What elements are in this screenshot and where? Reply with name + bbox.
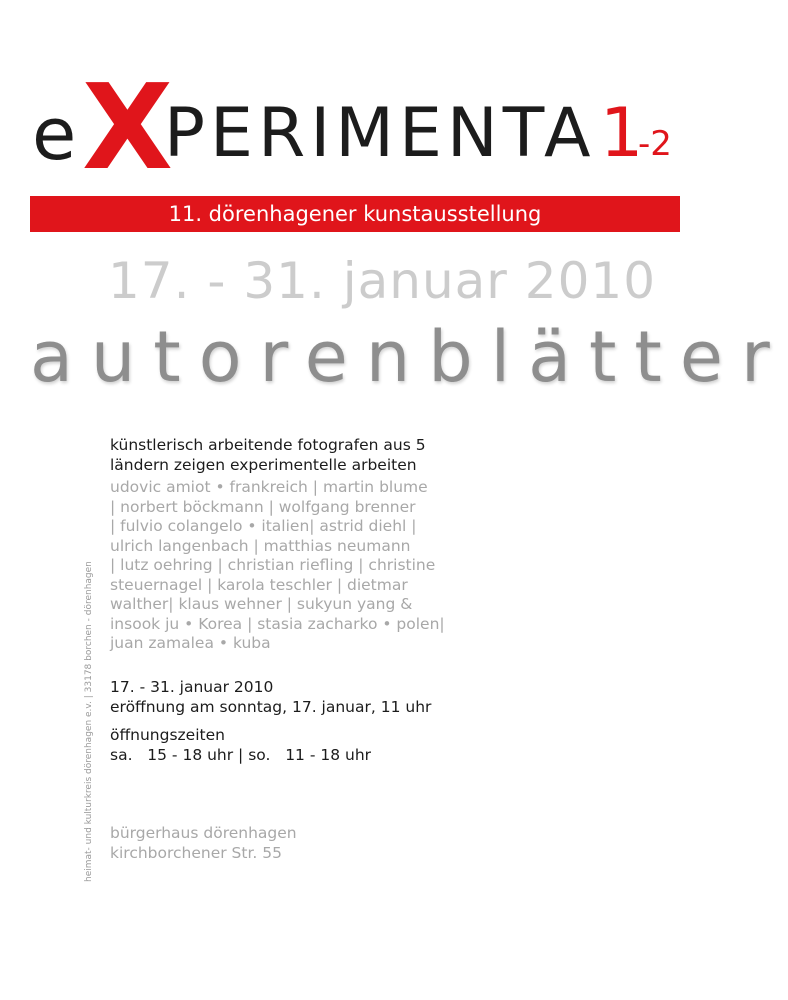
- artist-list: [110, 478, 445, 654]
- venue-name: bürgerhaus dörenhagen: [110, 824, 297, 842]
- artist-line: | lutz oehring | christian riefling | christine: [110, 556, 436, 574]
- intro-line: künstlerisch arbeitende fotografen aus 5: [110, 436, 426, 454]
- artist-line: | norbert böckmann | wolfgang brenner: [110, 497, 416, 516]
- date-headline: 17. - 31. januar 2010: [108, 252, 657, 310]
- venue-address: [110, 824, 440, 863]
- opening-info: eröffnung am sonntag, 17. januar, 11 uhr: [110, 697, 432, 716]
- subtitle: autorenblätter: [30, 316, 788, 398]
- sidebar-organizer-text: heimat- und kulturkreis dörenhagen e.v. | 33178 borchen - dörenhagen: [84, 561, 94, 882]
- title-rest: PERIMENTA: [164, 94, 596, 173]
- opening-hours: [110, 726, 440, 765]
- title-suffix: -2: [638, 124, 672, 164]
- exhibition-banner: 11. dörenhagener kunstausstellung: [30, 196, 680, 232]
- artist-line: insook ju • Korea | stasia zacharko • polen|: [110, 614, 445, 633]
- artist-line: walther| klaus wehner | sukyun yang &: [110, 595, 413, 613]
- artist-line: steuernagel | karola teschler | dietmar: [110, 575, 408, 594]
- title-e: e: [32, 92, 79, 176]
- artist-line: juan zamalea • kuba: [110, 634, 271, 652]
- title-x: X: [82, 58, 173, 196]
- artist-line: | fulvio colangelo • italien| astrid diehl |: [110, 517, 417, 535]
- exhibition-dates: [110, 678, 440, 717]
- venue-street: kirchborchener Str. 55: [110, 843, 282, 862]
- title-number: 1: [600, 94, 644, 173]
- artist-line: ulrich langenbach | matthias neumann: [110, 536, 411, 555]
- artist-line: udovic amiot • frankreich | martin blume: [110, 478, 428, 496]
- date-range: 17. - 31. januar 2010: [110, 678, 274, 696]
- hours-heading: öffnungszeiten: [110, 726, 225, 744]
- intro-text: [110, 436, 440, 475]
- hours-values: sa. 15 - 18 uhr | so. 11 - 18 uhr: [110, 745, 372, 764]
- page-title: [32, 58, 692, 196]
- intro-line: ländern zeigen experimentelle arbeiten: [110, 455, 417, 474]
